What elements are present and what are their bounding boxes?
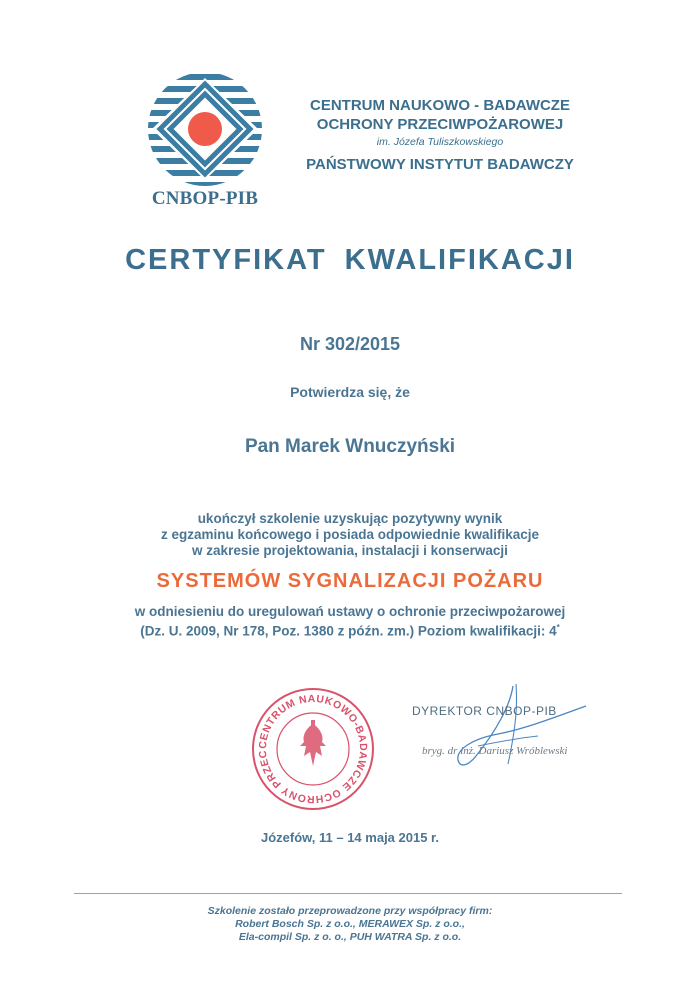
place-and-date: Józefów, 11 – 14 maja 2015 r.: [260, 830, 440, 845]
institution-line-1: CENTRUM NAUKOWO - BADAWCZE: [310, 97, 570, 114]
system-name: SYSTEMÓW SYGNALIZACJI POŻARU: [156, 570, 544, 592]
certificate-number: Nr 302/2015: [299, 334, 401, 354]
divider: [74, 893, 622, 894]
reference-line: (Dz. U. 2009, Nr 178, Poz. 1380 z późn. zm.) Poziom kwalifikacji: 4: [140, 623, 557, 639]
institution-line-4: PAŃSTWOWY INSTYTUT BADAWCZY: [306, 156, 574, 173]
institution-patron: im. Józefa Tuliszkowskiego: [376, 136, 504, 148]
official-stamp: [250, 686, 376, 812]
description-line: z egzaminu końcowego i posiada odpowiednie kwalifikacje: [160, 527, 540, 542]
legal-reference: [0, 604, 700, 640]
institution-line-2: OCHRONY PRZECIWPOŻAROWEJ: [316, 116, 564, 133]
director-signature: [418, 676, 598, 776]
cooperation-line: Szkolenie zostało przeprowadzone przy współpracy firm:: [207, 905, 493, 917]
cooperation-line: Robert Bosch Sp. z o.o., MERAWEX Sp. z o.o.,: [235, 918, 465, 930]
certificate-title: CERTYFIKAT KWALIFIKACJI: [125, 244, 575, 276]
cnbop-logo: [146, 70, 264, 212]
stamp-text: CENTRUM NAUKOWO-BADAWCZE OCHRONY PRZEC: [256, 692, 370, 806]
reference-line-with-level: [0, 620, 700, 640]
seal-icon: [250, 686, 376, 812]
director-title: DYREKTOR CNBOP-PIB: [412, 704, 557, 718]
recipient-name: Pan Marek Wnuczyński: [244, 436, 456, 457]
description-line: ukończył szkolenie uzyskując pozytywny wynik: [197, 511, 503, 526]
confirmation-text: Potwierdza się, że: [290, 384, 410, 400]
director-name: bryg. dr inż. Dariusz Wróblewski: [422, 745, 568, 757]
qualification-description: [0, 511, 700, 559]
cooperation-line: Ela-compil Sp. z o. o., PUH WATRA Sp. z o.o.: [238, 931, 462, 943]
cooperation-note: [0, 905, 700, 944]
logo-text: CNBOP-PIB: [151, 188, 259, 209]
reference-mark: *: [556, 623, 560, 632]
reference-line: w odniesieniu do uregulowań ustawy o ochronie przeciwpożarowej: [134, 604, 566, 619]
description-line: w zakresie projektowania, instalacji i konserwacji: [192, 543, 508, 558]
institution-header: [270, 96, 610, 176]
cnbop-emblem-icon: [146, 70, 264, 188]
